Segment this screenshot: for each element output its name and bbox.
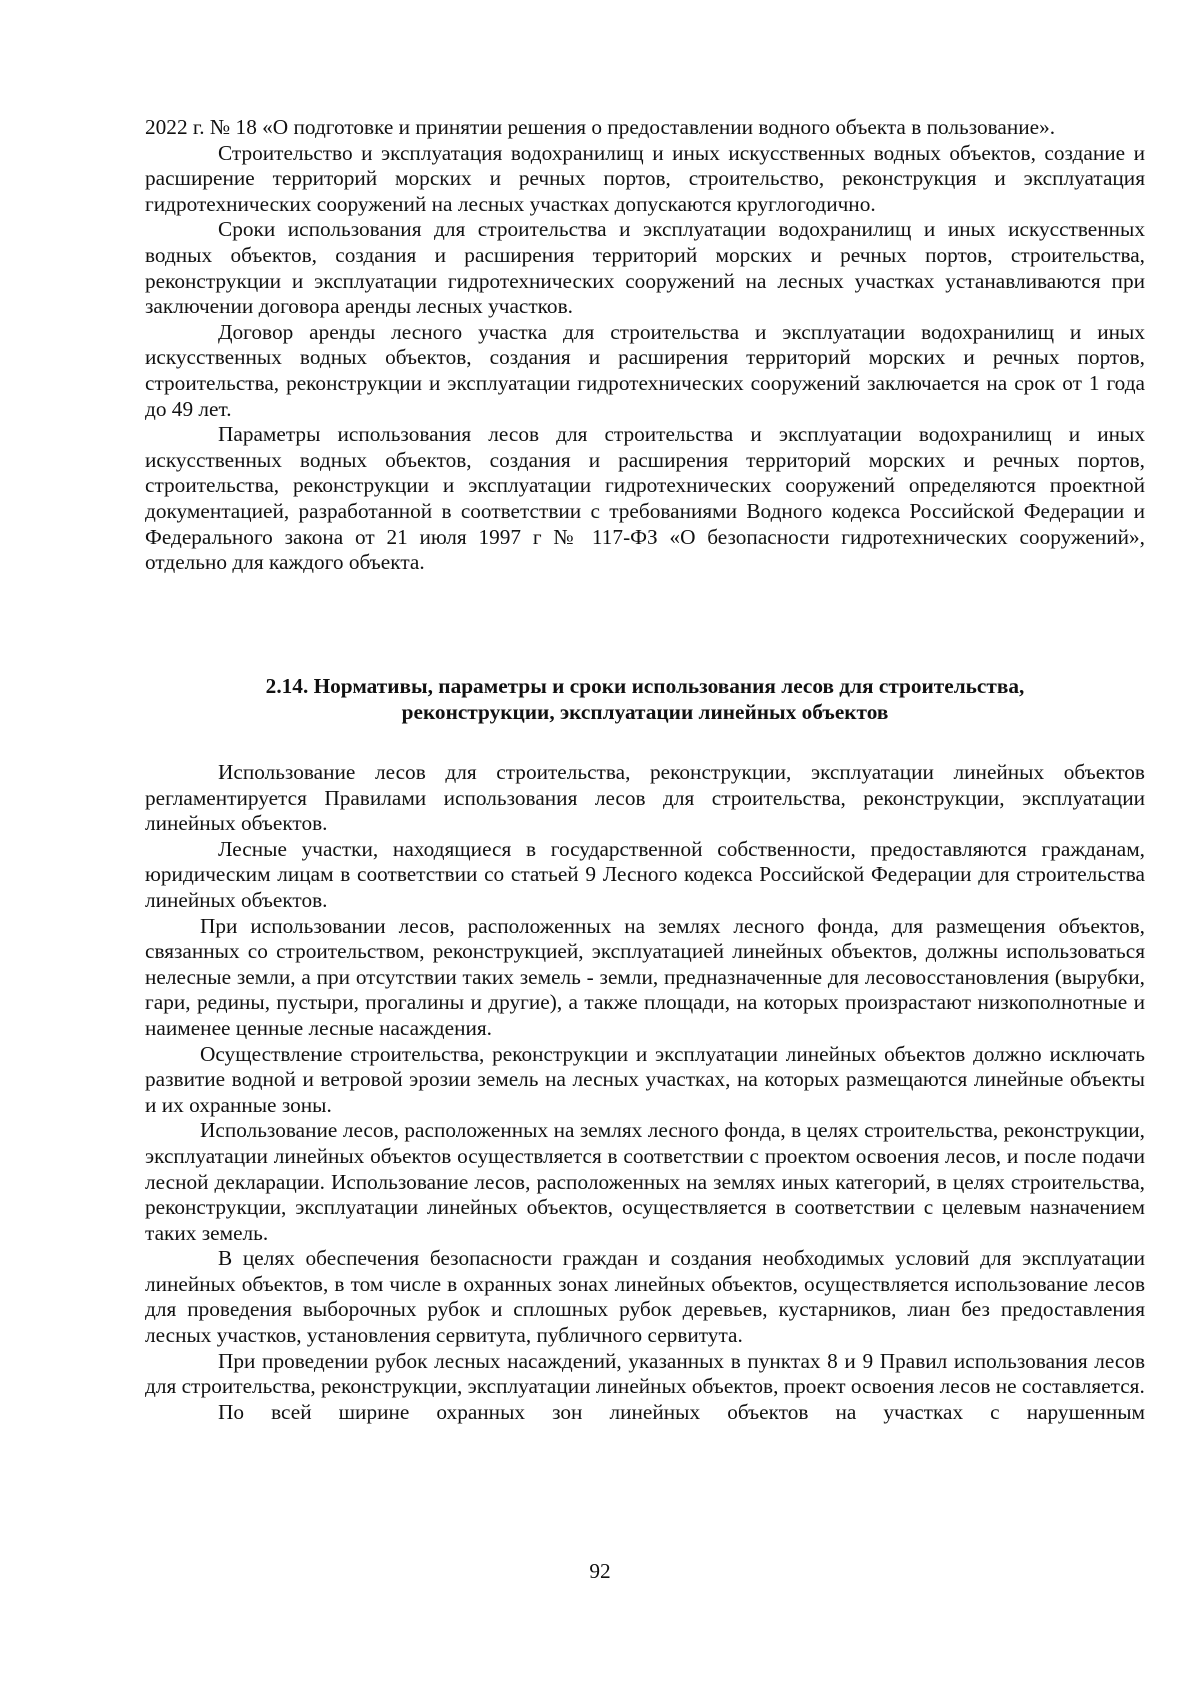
paragraph: Договор аренды лесного участка для строительства и эксплуатации водохранилищ и иных искусственных водных объектов, создания и расширения территорий морских и речных портов, строительства, реконструкции и эксплуатации гидротехнических сооружений заключается на срок от 1 года до 49 лет. xyxy=(145,319,1145,421)
paragraph: Лесные участки, находящиеся в государственной собственности, предоставляются гражданам, юридическим лицам в соответствии со статьей 9 Лесного кодекса Российской Федерации для строительства линейных объектов. xyxy=(145,836,1145,912)
section-heading xyxy=(145,673,1145,725)
paragraph: В целях обеспечения безопасности граждан и создания необходимых условий для эксплуатации линейных объектов, в том числе в охранных зонах линейных объектов, осуществляется использование лесов для проведения выборочных рубок и сплошных рубок деревьев, кустарников, лиан без предоставления лесных участков, установления сервитута, публичного сервитута. xyxy=(145,1246,1145,1348)
page-number: 92 xyxy=(589,1559,611,1583)
paragraph: Осуществление строительства, реконструкции и эксплуатации линейных объектов должно исключать развитие водной и ветровой эрозии земель на лесных участках, на которых размещаются линейные объекты и их охранные зоны. xyxy=(145,1041,1145,1117)
paragraph: Использование лесов для строительства, реконструкции, эксплуатации линейных объектов регламентируется Правилами использования лесов для строительства, реконструкции, эксплуатации линейных объектов. xyxy=(145,760,1145,836)
paragraph: По всей ширине охранных зон линейных объектов на участках с нарушенным xyxy=(218,1399,1145,1424)
section-heading-line: реконструкции, эксплуатации линейных объектов xyxy=(401,700,889,724)
paragraph: Сроки использования для строительства и эксплуатации водохранилищ и иных искусственных водных объектов, создания и расширения территорий морских и речных портов, строительства, реконструкции и эксплуатации гидротехнических сооружений на лесных участках устанавливаются при заключении договора аренды лесных участков. xyxy=(145,217,1145,319)
section-heading-line: 2.14. Нормативы, параметры и сроки использования лесов для строительства, xyxy=(265,674,1025,698)
text-block-top xyxy=(145,115,1145,576)
paragraph: Использование лесов, расположенных на землях лесного фонда, в целях строительства, реконструкции, эксплуатации линейных объектов осуществляется в соответствии с проектом освоения лесов, и после подачи лесной декларации. Использование лесов, расположенных на землях иных категорий, в целях строительства, реконструкции, эксплуатации линейных объектов, осуществляется в соответствии с целевым назначением таких земель. xyxy=(145,1118,1145,1245)
paragraph: Строительство и эксплуатация водохранилищ и иных искусственных водных объектов, создание и расширение территорий морских и речных портов, строительство, реконструкция и эксплуатация гидротехнических сооружений на лесных участках допускаются круглогодично. xyxy=(145,140,1145,216)
paragraph: Параметры использования лесов для строительства и эксплуатации водохранилищ и иных искусственных водных объектов, создания и расширения территорий морских и речных портов, строительства, реконструкции и эксплуатации гидротехнических сооружений определяются проектной документацией, разработанной в соответствии с требованиями Водного кодекса Российской Федерации и Федерального закона от 21 июля 1997 г № 117-ФЗ «О безопасности гидротехнических сооружений», отдельно для каждого объекта. xyxy=(145,422,1145,575)
paragraph: При проведении рубок лесных насаждений, указанных в пунктах 8 и 9 Правил использования лесов для строительства, реконструкции, эксплуатации линейных объектов, проект освоения лесов не составляется. xyxy=(145,1348,1145,1399)
text-block-bottom xyxy=(145,760,1145,1425)
paragraph: 2022 г. № 18 «О подготовке и принятии решения о предоставлении водного объекта в пользование». xyxy=(145,115,1056,139)
paragraph: При использовании лесов, расположенных на землях лесного фонда, для размещения объектов, связанных со строительством, реконструкцией, эксплуатацией линейных объектов, должны использоваться нелесные земли, а при отсутствии таких земель - земли, предназначенные для лесовосстановления (вырубки, гари, редины, пустыри, прогалины и другие), а также площади, на которых произрастают низкополнотные и наименее ценные лесные насаждения. xyxy=(145,913,1145,1040)
